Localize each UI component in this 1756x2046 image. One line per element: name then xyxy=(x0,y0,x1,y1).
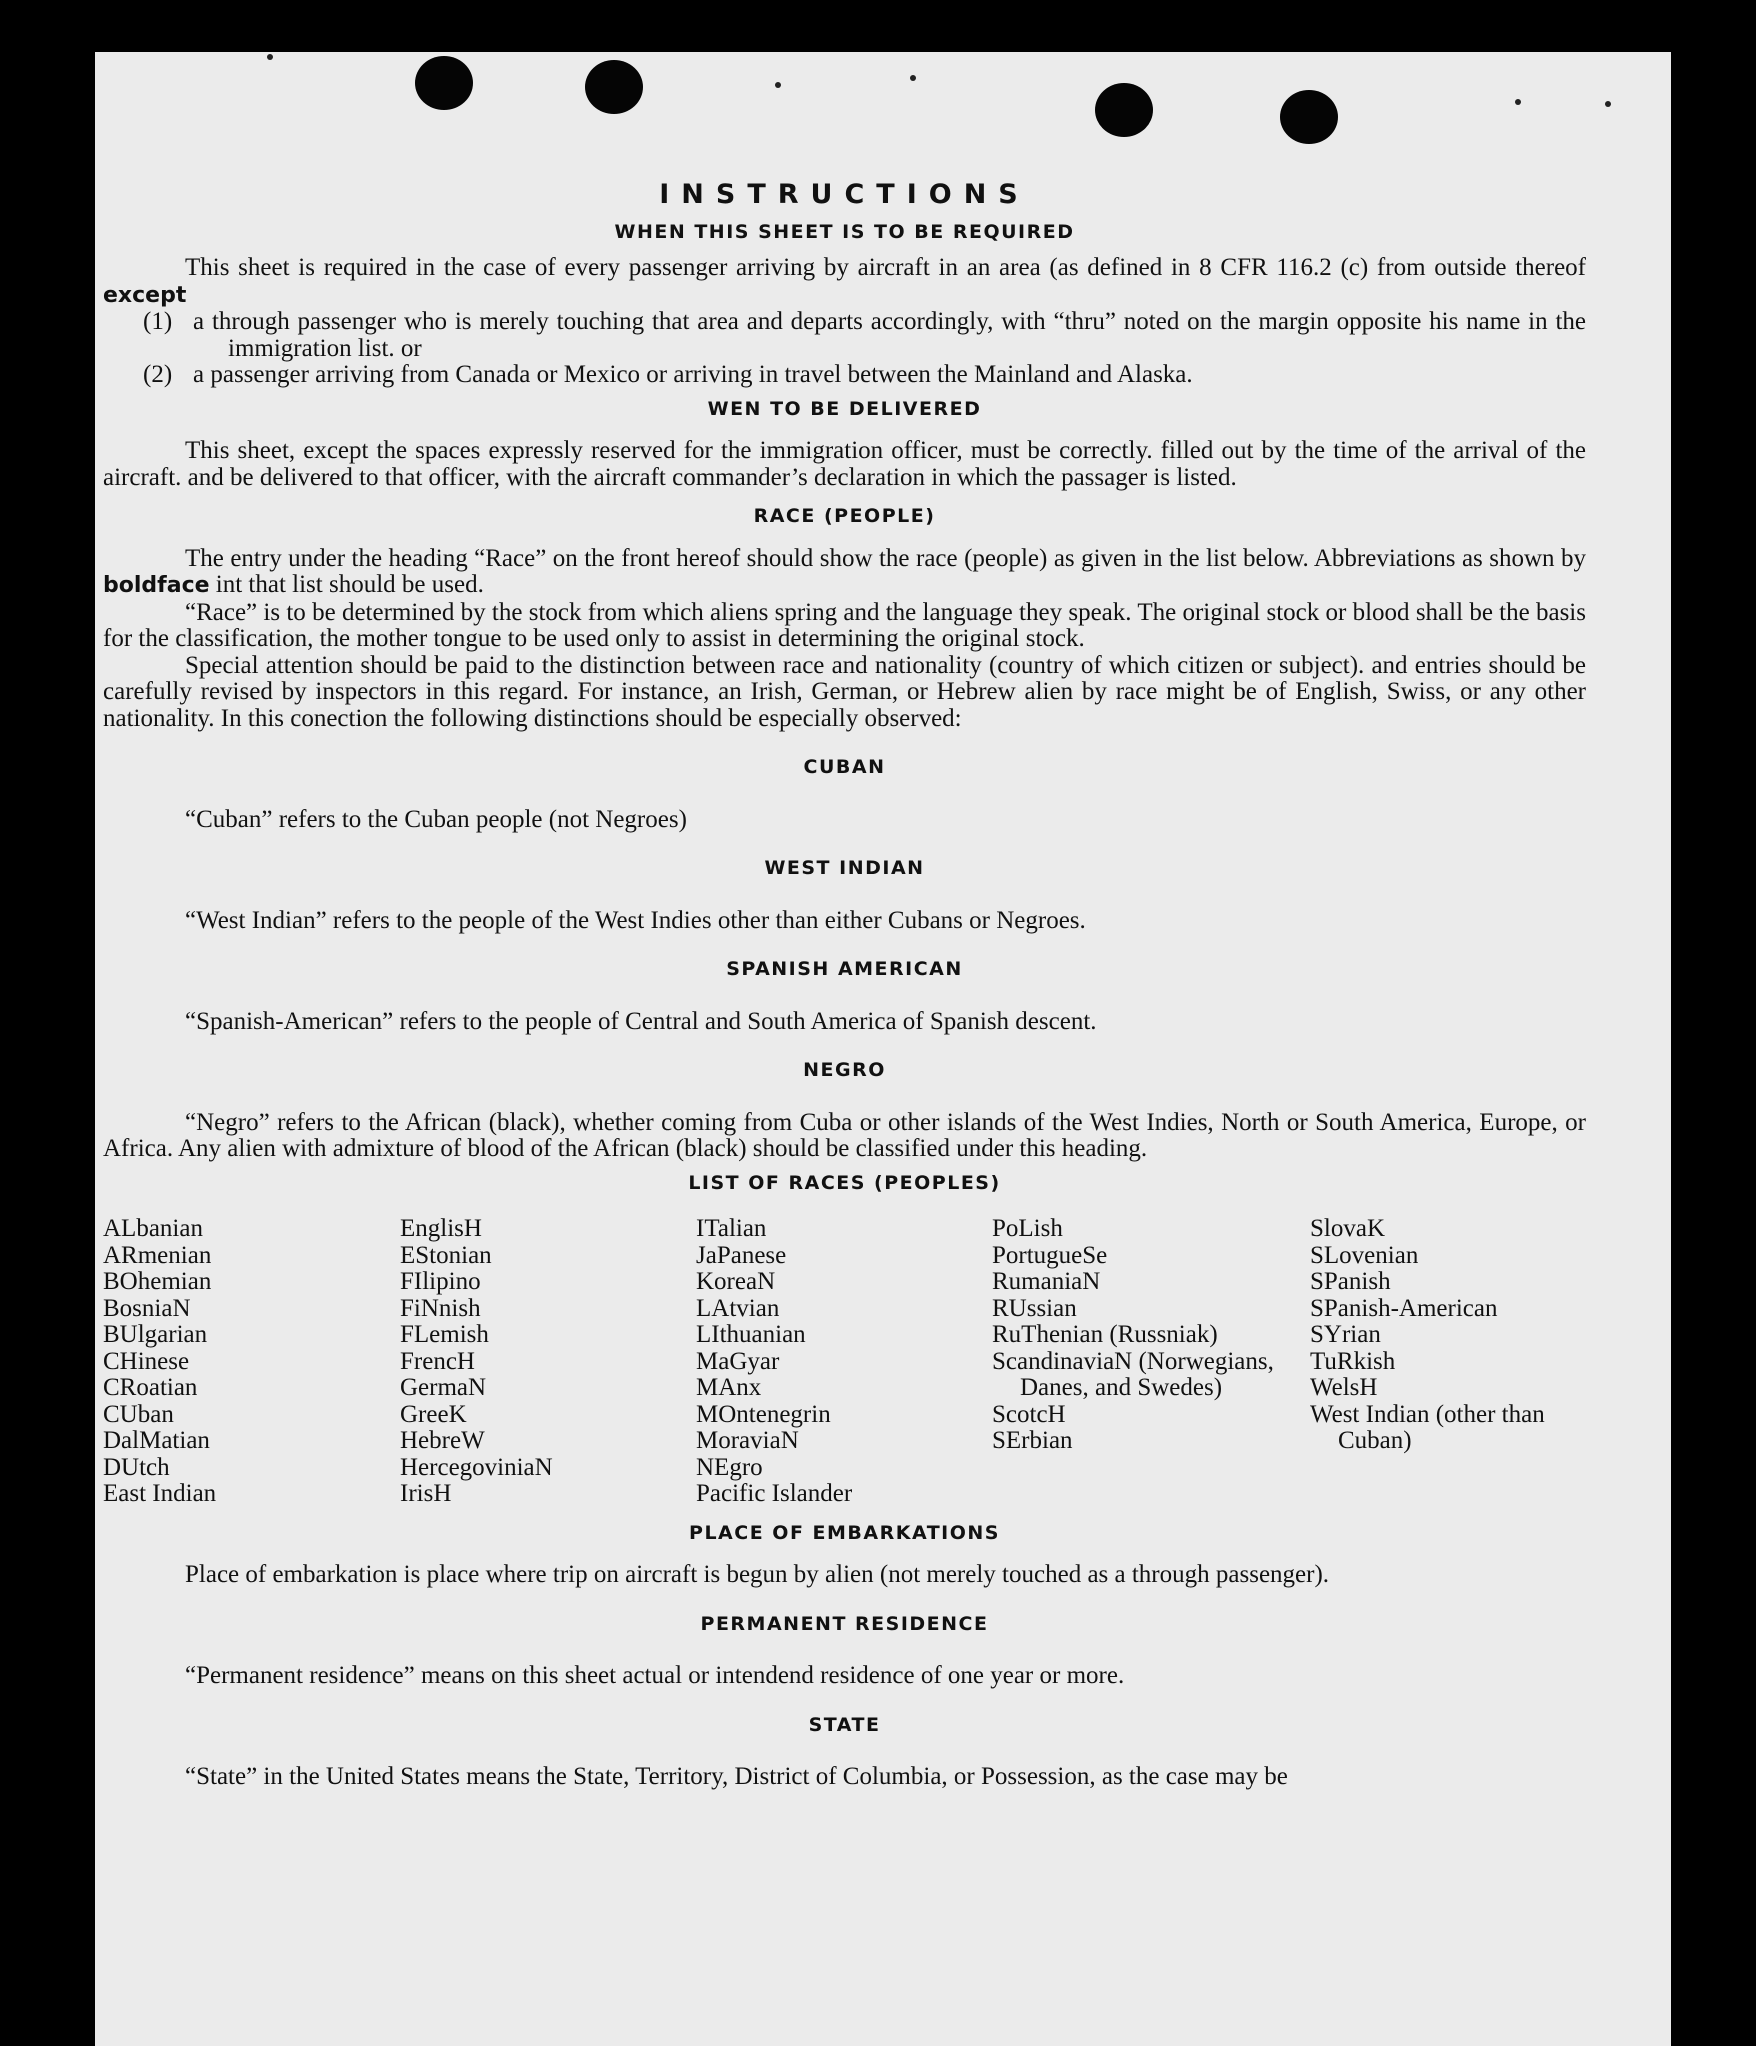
race-entry: SLovenian xyxy=(1310,1241,1419,1269)
race-entry: IrisH xyxy=(400,1480,452,1507)
required-intro xyxy=(103,255,1586,309)
heading-spanish-american: SPANISH AMERICAN xyxy=(726,958,963,980)
race-entry: KoreaN xyxy=(696,1268,776,1295)
race-entry: RumaniaN xyxy=(992,1268,1101,1295)
dust-speck xyxy=(1515,99,1521,105)
race-entry: RuThenian (Russniak) xyxy=(992,1321,1218,1348)
races-column xyxy=(400,1216,696,1508)
heading-negro: NEGRO xyxy=(803,1059,886,1081)
race-entry: CHinese xyxy=(103,1347,190,1375)
except-word: except xyxy=(103,282,187,308)
race-entry: East Indian xyxy=(103,1480,217,1507)
race-paragraph-3: Special attention should be paid to the distinction between race and nationality (country of which citizen or subject). and entries should be carefully revised by inspectors in this regard. For instance, an Irish, German, or Hebrew alien by race might be of English, Swiss, or any other nationality. In this conection the following distinctions should be especially observed: xyxy=(103,651,1586,732)
race-entry: West Indian (other than Cuban) xyxy=(1310,1400,1545,1454)
race-entry: FrencH xyxy=(400,1347,475,1375)
dust-speck xyxy=(910,75,916,81)
dust-speck xyxy=(1605,101,1611,107)
race-entry: CUban xyxy=(103,1400,174,1428)
spanish-american-text: “Spanish-American” refers to the people of Central and South America of Spanish descent. xyxy=(185,1007,1097,1035)
races-column xyxy=(992,1216,1310,1508)
dust-speck xyxy=(775,82,781,88)
race-entry: SlovaK xyxy=(1310,1215,1385,1242)
heading-state: STATE xyxy=(808,1713,881,1736)
race-entry: MoraviaN xyxy=(696,1427,799,1454)
race-entry: SYrian xyxy=(1310,1321,1381,1348)
delivered-text: This sheet, except the spaces expressly reserved for the immigration officer, must be correctly. filled out by the time of the arrival of the aircraft. and be delivered to that officer, with the aircraft commander’s declaration in which the passager is listed. xyxy=(103,437,1586,491)
residence-text: “Permanent residence” means on this sheet actual or intendend residence of one year or more. xyxy=(185,1662,1125,1689)
item-number: (1) xyxy=(143,308,173,335)
race-entry: Pacific Islander xyxy=(696,1480,853,1507)
race-entry: HebreW xyxy=(400,1427,485,1454)
race-paragraph-1 xyxy=(103,546,1586,600)
race-entry: JaPanese xyxy=(696,1241,787,1269)
race-entry: SErbian xyxy=(992,1427,1073,1454)
race-entry: ARmenian xyxy=(103,1241,212,1269)
punch-hole xyxy=(585,60,643,114)
race-entry: LIthuanian xyxy=(696,1321,806,1348)
document-page xyxy=(95,52,1671,2046)
heading-delivered: WEN TO BE DELIVERED xyxy=(707,397,982,420)
race-entry: RUssian xyxy=(992,1294,1077,1322)
race-entry: FIlipino xyxy=(400,1268,481,1295)
punch-hole xyxy=(1095,83,1153,137)
race-entry: TuRkish xyxy=(1310,1347,1396,1375)
punch-hole xyxy=(415,56,473,110)
cuban-text: “Cuban” refers to the Cuban people (not Negroes) xyxy=(185,805,687,833)
item-text: a passenger arriving from Canada or Mexico or arriving in travel between the Mainland and Alaska. xyxy=(193,361,1193,388)
race-entry: PortugueSe xyxy=(992,1241,1108,1269)
race-entry: CRoatian xyxy=(103,1374,198,1401)
race-entry: SPanish xyxy=(1310,1268,1391,1295)
race-entry: BosniaN xyxy=(103,1294,191,1322)
page-title: INSTRUCTIONS xyxy=(659,179,1030,210)
exception-item xyxy=(143,308,1586,362)
embarkation-text: Place of embarkation is place where trip on aircraft is begun by alien (not merely touched as a through passenger). xyxy=(185,1561,1330,1588)
instructions-body xyxy=(103,179,1586,1791)
west-indian-text: “West Indian” refers to the people of the West Indies other than either Cubans or Negroes. xyxy=(185,906,1086,934)
race-entry: MAnx xyxy=(696,1374,762,1401)
race-entry: DalMatian xyxy=(103,1427,210,1454)
heading-cuban: CUBAN xyxy=(803,756,886,778)
races-column xyxy=(1310,1216,1580,1508)
race-entry: BOhemian xyxy=(103,1268,212,1295)
race-entry: PoLish xyxy=(992,1215,1063,1242)
race-p1-before: The entry under the heading “Race” on the front hereof should show the race (people) as given in the list below. Abbreviations as shown by xyxy=(185,544,1586,572)
heading-permanent-residence: PERMANENT RESIDENCE xyxy=(700,1612,989,1635)
races-list xyxy=(103,1216,1586,1508)
race-entry: SPanish-American xyxy=(1310,1294,1498,1322)
race-entry: FLemish xyxy=(400,1321,489,1348)
race-entry: HercegoviniaN xyxy=(400,1453,553,1481)
state-text: “State” in the United States means the State, Territory, District of Columbia, or Possession, as the case may be xyxy=(185,1763,1288,1790)
dust-speck xyxy=(267,54,273,60)
race-entry: BUlgarian xyxy=(103,1321,208,1348)
race-entry: ScotcH xyxy=(992,1400,1066,1428)
boldface-word: boldface xyxy=(103,573,210,598)
race-entry: MaGyar xyxy=(696,1347,780,1375)
race-entry: ScandinaviaN (Norwegians, Danes, and Swedes) xyxy=(992,1347,1274,1401)
race-entry: LAtvian xyxy=(696,1294,780,1322)
race-entry: ALbanian xyxy=(103,1215,203,1242)
heading-required: WHEN THIS SHEET IS TO BE REQUIRED xyxy=(614,220,1075,243)
heading-list-of-races: LIST OF RACES (PEOPLES) xyxy=(688,1171,1001,1194)
race-entry: NEgro xyxy=(696,1453,763,1481)
races-column xyxy=(696,1216,992,1508)
race-entry: GermaN xyxy=(400,1374,487,1401)
exception-item xyxy=(143,361,1586,389)
required-intro-text: This sheet is required in the case of every passenger arriving by aircraft in an area (as defined in 8 CFR 116.2 (c) from outside thereof xyxy=(185,254,1586,281)
punch-hole xyxy=(1280,90,1338,144)
race-entry: WelsH xyxy=(1310,1374,1378,1401)
race-paragraph-2: “Race” is to be determined by the stock from which aliens spring and the language they speak. The original stock or blood shall be the basis for the classification, the mother tongue to be used only to assist in determining the original stock. xyxy=(103,598,1586,652)
heading-race: RACE (PEOPLE) xyxy=(753,505,936,527)
item-number: (2) xyxy=(143,361,173,388)
race-entry: MOntenegrin xyxy=(696,1400,831,1428)
item-text: a through passenger who is merely touching that area and departs accordingly, with “thru” noted on the margin opposite his name in the immigration list. or xyxy=(193,308,1586,362)
heading-west-indian: WEST INDIAN xyxy=(764,857,925,879)
race-entry: DUtch xyxy=(103,1453,170,1481)
heading-embarkation: PLACE OF EMBARKATIONS xyxy=(689,1521,1000,1544)
race-entry: ITalian xyxy=(696,1215,767,1242)
race-entry: EnglisH xyxy=(400,1215,482,1242)
race-entry: FiNnish xyxy=(400,1294,481,1322)
race-entry: GreeK xyxy=(400,1400,467,1428)
race-p1-after: int that list should be used. xyxy=(215,571,484,598)
races-column xyxy=(103,1216,400,1508)
race-entry: EStonian xyxy=(400,1241,492,1269)
negro-text: “Negro” refers to the African (black), whether coming from Cuba or other islands of the West Indies, North or South America, Europe, or Africa. Any alien with admixture of blood of the African (black) should be classified under this heading. xyxy=(103,1108,1586,1162)
